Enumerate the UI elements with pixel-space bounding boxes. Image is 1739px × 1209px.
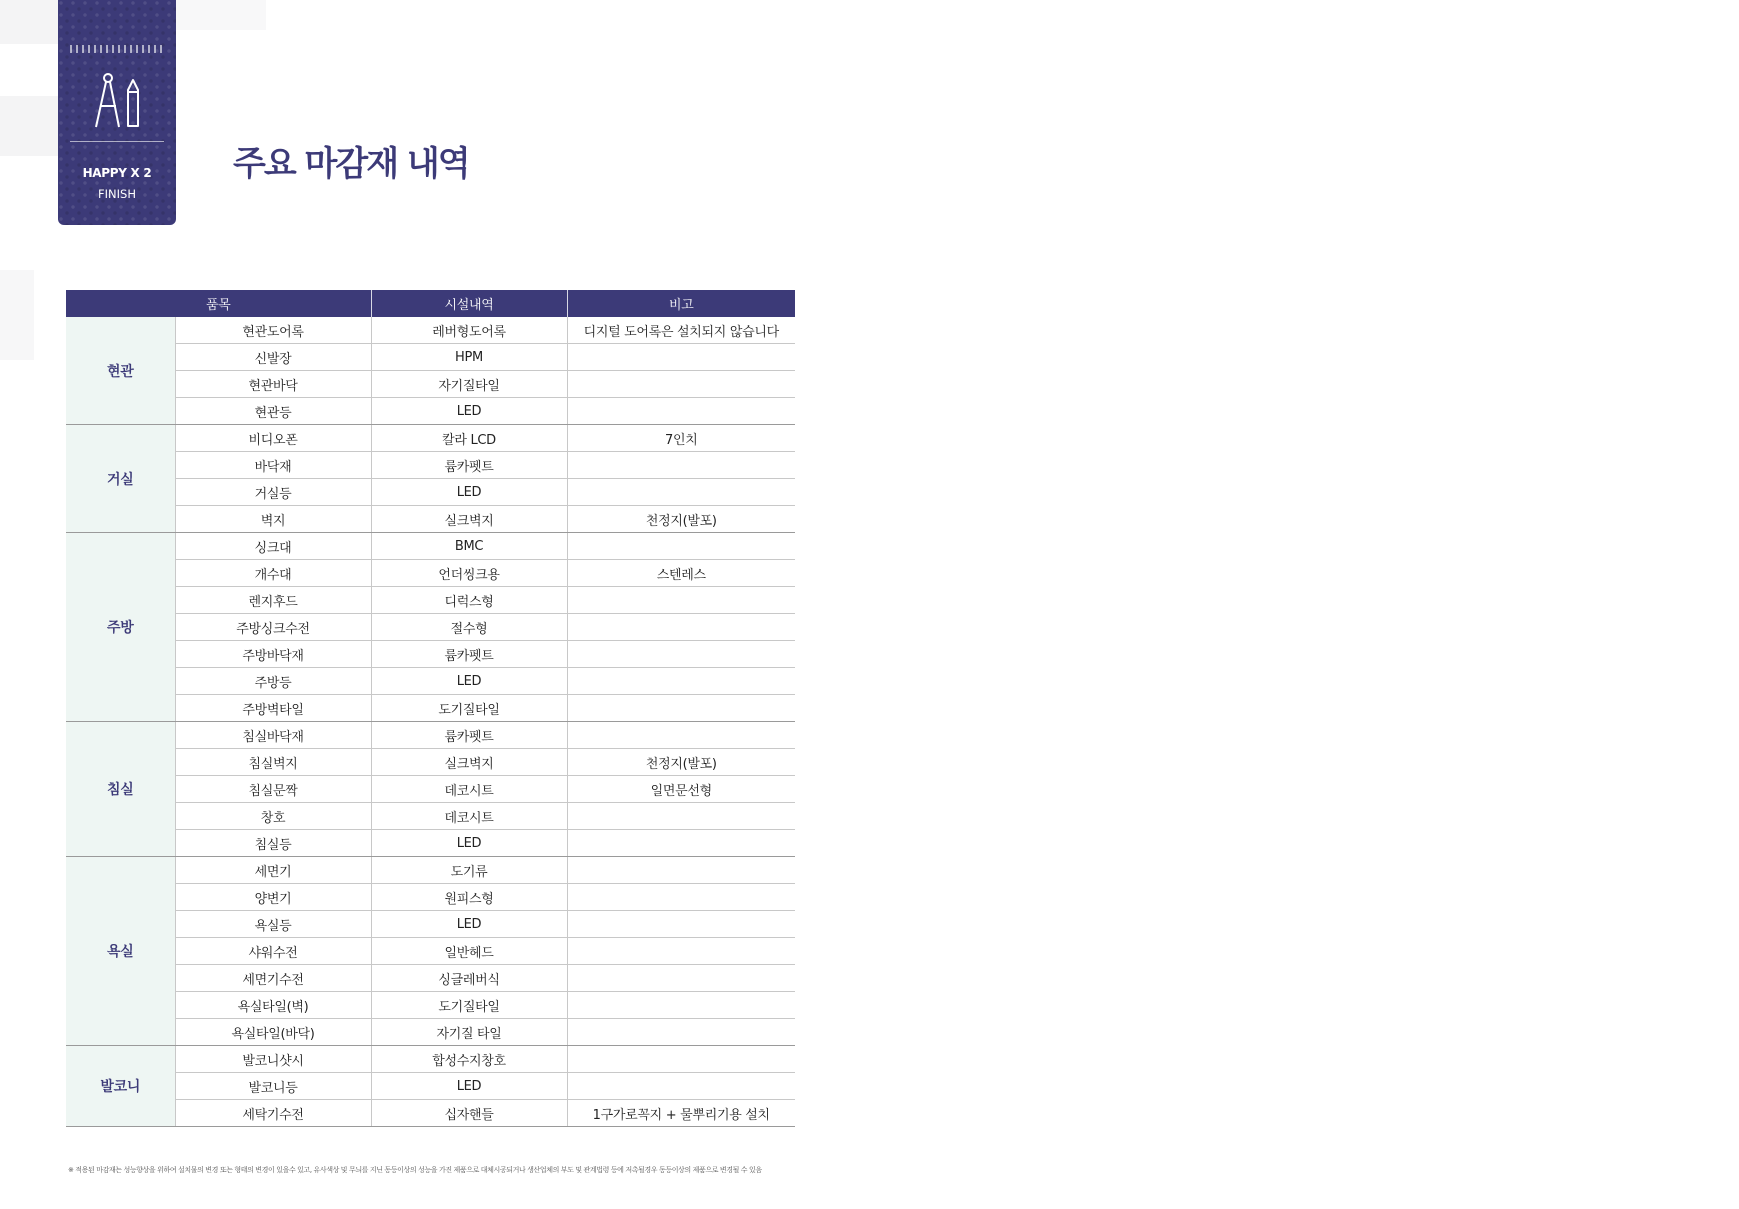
table-row (66, 857, 795, 884)
spec-cell: 일반헤드 (371, 938, 567, 965)
spec-cell: 언더씽크용 (371, 560, 567, 587)
note-cell (567, 857, 795, 884)
table-row (66, 371, 795, 398)
item-cell: 주방등 (175, 668, 371, 695)
note-cell (567, 452, 795, 479)
table-row (66, 317, 795, 344)
note-cell: 천정지(발포) (567, 749, 795, 776)
item-cell: 주방싱크수전 (175, 614, 371, 641)
item-cell: 욕실타일(바닥) (175, 1019, 371, 1046)
note-cell (567, 1046, 795, 1073)
group-label: 주방 (66, 533, 175, 722)
item-cell: 양변기 (175, 884, 371, 911)
finish-table (66, 290, 795, 1127)
spec-cell: 원피스형 (371, 884, 567, 911)
spec-cell: 칼라 LCD (371, 425, 567, 452)
table-row (66, 560, 795, 587)
spec-cell: LED (371, 911, 567, 938)
table-row (66, 911, 795, 938)
group-label: 발코니 (66, 1046, 175, 1127)
item-cell: 주방바닥재 (175, 641, 371, 668)
table-row (66, 749, 795, 776)
note-cell (567, 965, 795, 992)
item-cell: 렌지후드 (175, 587, 371, 614)
note-cell: 스텐레스 (567, 560, 795, 587)
group-label: 거실 (66, 425, 175, 533)
table-row (66, 695, 795, 722)
note-cell: 디지털 도어록은 설치되지 않습니다 (567, 317, 795, 344)
table-header-row (66, 290, 795, 317)
note-cell (567, 722, 795, 749)
group-label: 욕실 (66, 857, 175, 1046)
header-spec: 시설내역 (371, 290, 567, 317)
note-cell (567, 371, 795, 398)
background-block (0, 270, 34, 360)
spec-cell: HPM (371, 344, 567, 371)
item-cell: 발코니등 (175, 1073, 371, 1100)
spec-cell: 데코시트 (371, 776, 567, 803)
background-block (176, 0, 266, 30)
compass-pencil-icon (92, 72, 142, 130)
spec-cell: 자기질타일 (371, 371, 567, 398)
table-row (66, 398, 795, 425)
item-cell: 발코니샷시 (175, 1046, 371, 1073)
spec-cell: 륨카펫트 (371, 641, 567, 668)
note-cell (567, 344, 795, 371)
item-cell: 거실등 (175, 479, 371, 506)
table-row (66, 1046, 795, 1073)
table-row (66, 776, 795, 803)
item-cell: 침실바닥재 (175, 722, 371, 749)
spec-cell: 도기질타일 (371, 695, 567, 722)
group-label: 침실 (66, 722, 175, 857)
spec-cell: 실크벽지 (371, 749, 567, 776)
note-cell (567, 695, 795, 722)
item-cell: 현관등 (175, 398, 371, 425)
badge-title: HAPPY X 2 (82, 166, 152, 180)
table-row (66, 884, 795, 911)
table-row (66, 344, 795, 371)
item-cell: 세면기수전 (175, 965, 371, 992)
item-cell: 침실문짝 (175, 776, 371, 803)
table-row (66, 1073, 795, 1100)
note-cell: 1구가로꼭지 + 물뿌리기용 설치 (567, 1100, 795, 1127)
spec-cell: 디럭스형 (371, 587, 567, 614)
item-cell: 침실등 (175, 830, 371, 857)
spec-cell: LED (371, 830, 567, 857)
item-cell: 주방벽타일 (175, 695, 371, 722)
table-row (66, 668, 795, 695)
table-row (66, 533, 795, 560)
item-cell: 개수대 (175, 560, 371, 587)
note-cell (567, 803, 795, 830)
table-row (66, 1100, 795, 1127)
spec-cell: 합성수지창호 (371, 1046, 567, 1073)
group-label: 현관 (66, 317, 175, 425)
table-row (66, 1019, 795, 1046)
table-row (66, 614, 795, 641)
item-cell: 벽지 (175, 506, 371, 533)
item-cell: 세탁기수전 (175, 1100, 371, 1127)
background-block (0, 0, 58, 44)
header-item: 품목 (66, 290, 371, 317)
note-cell (567, 641, 795, 668)
spec-cell: 싱글레버식 (371, 965, 567, 992)
table-row (66, 425, 795, 452)
spec-cell: 십자핸들 (371, 1100, 567, 1127)
note-cell (567, 533, 795, 560)
footnote: ※ 적용된 마감재는 성능향상을 위하여 설치물의 변경 또는 형태의 변경이 있을수 있고, 유사색상 및 무늬를 지닌 동등이상의 성능을 가진 제품으로 대체시공되거나 생산업체의 부도 및 관계법령 등에 저촉될경우 동등이상의 제품으로 변경될 수 있음 (68, 1166, 762, 1174)
header-note: 비고 (567, 290, 795, 317)
spec-cell: 도기질타일 (371, 992, 567, 1019)
spec-cell: 륨카펫트 (371, 452, 567, 479)
note-cell: 7인치 (567, 425, 795, 452)
table-row (66, 452, 795, 479)
note-cell (567, 911, 795, 938)
table-row (66, 479, 795, 506)
note-cell (567, 992, 795, 1019)
item-cell: 바닥재 (175, 452, 371, 479)
note-cell: 천정지(발포) (567, 506, 795, 533)
table-row (66, 803, 795, 830)
background-block (0, 96, 58, 156)
note-cell (567, 1019, 795, 1046)
note-cell (567, 479, 795, 506)
spec-cell: 절수형 (371, 614, 567, 641)
spec-cell: BMC (371, 533, 567, 560)
table-row (66, 992, 795, 1019)
item-cell: 현관도어록 (175, 317, 371, 344)
item-cell: 욕실타일(벽) (175, 992, 371, 1019)
item-cell: 비디오폰 (175, 425, 371, 452)
note-cell (567, 1073, 795, 1100)
note-cell (567, 587, 795, 614)
spec-cell: 데코시트 (371, 803, 567, 830)
spec-cell: LED (371, 1073, 567, 1100)
section-badge (58, 0, 176, 225)
spec-cell: LED (371, 668, 567, 695)
table-row (66, 938, 795, 965)
item-cell: 창호 (175, 803, 371, 830)
note-cell (567, 830, 795, 857)
badge-divider (70, 141, 164, 142)
spec-cell: 륨카펫트 (371, 722, 567, 749)
spec-cell: LED (371, 479, 567, 506)
spec-cell: LED (371, 398, 567, 425)
note-cell (567, 884, 795, 911)
spec-cell: 자기질 타일 (371, 1019, 567, 1046)
note-cell (567, 938, 795, 965)
spec-cell: 실크벽지 (371, 506, 567, 533)
table-row (66, 830, 795, 857)
note-cell (567, 614, 795, 641)
item-cell: 욕실등 (175, 911, 371, 938)
item-cell: 신발장 (175, 344, 371, 371)
spec-cell: 레버형도어록 (371, 317, 567, 344)
item-cell: 샤워수전 (175, 938, 371, 965)
item-cell: 싱크대 (175, 533, 371, 560)
spec-cell: 도기류 (371, 857, 567, 884)
table-row (66, 506, 795, 533)
badge-subtitle: FINISH (98, 187, 136, 201)
ruler-icon (70, 44, 164, 54)
item-cell: 현관바닥 (175, 371, 371, 398)
table-row (66, 587, 795, 614)
table-row (66, 722, 795, 749)
item-cell: 세면기 (175, 857, 371, 884)
note-cell (567, 668, 795, 695)
table-row (66, 641, 795, 668)
note-cell: 일면문선형 (567, 776, 795, 803)
table-row (66, 965, 795, 992)
page-title: 주요 마감재 내역 (233, 144, 469, 184)
note-cell (567, 398, 795, 425)
item-cell: 침실벽지 (175, 749, 371, 776)
